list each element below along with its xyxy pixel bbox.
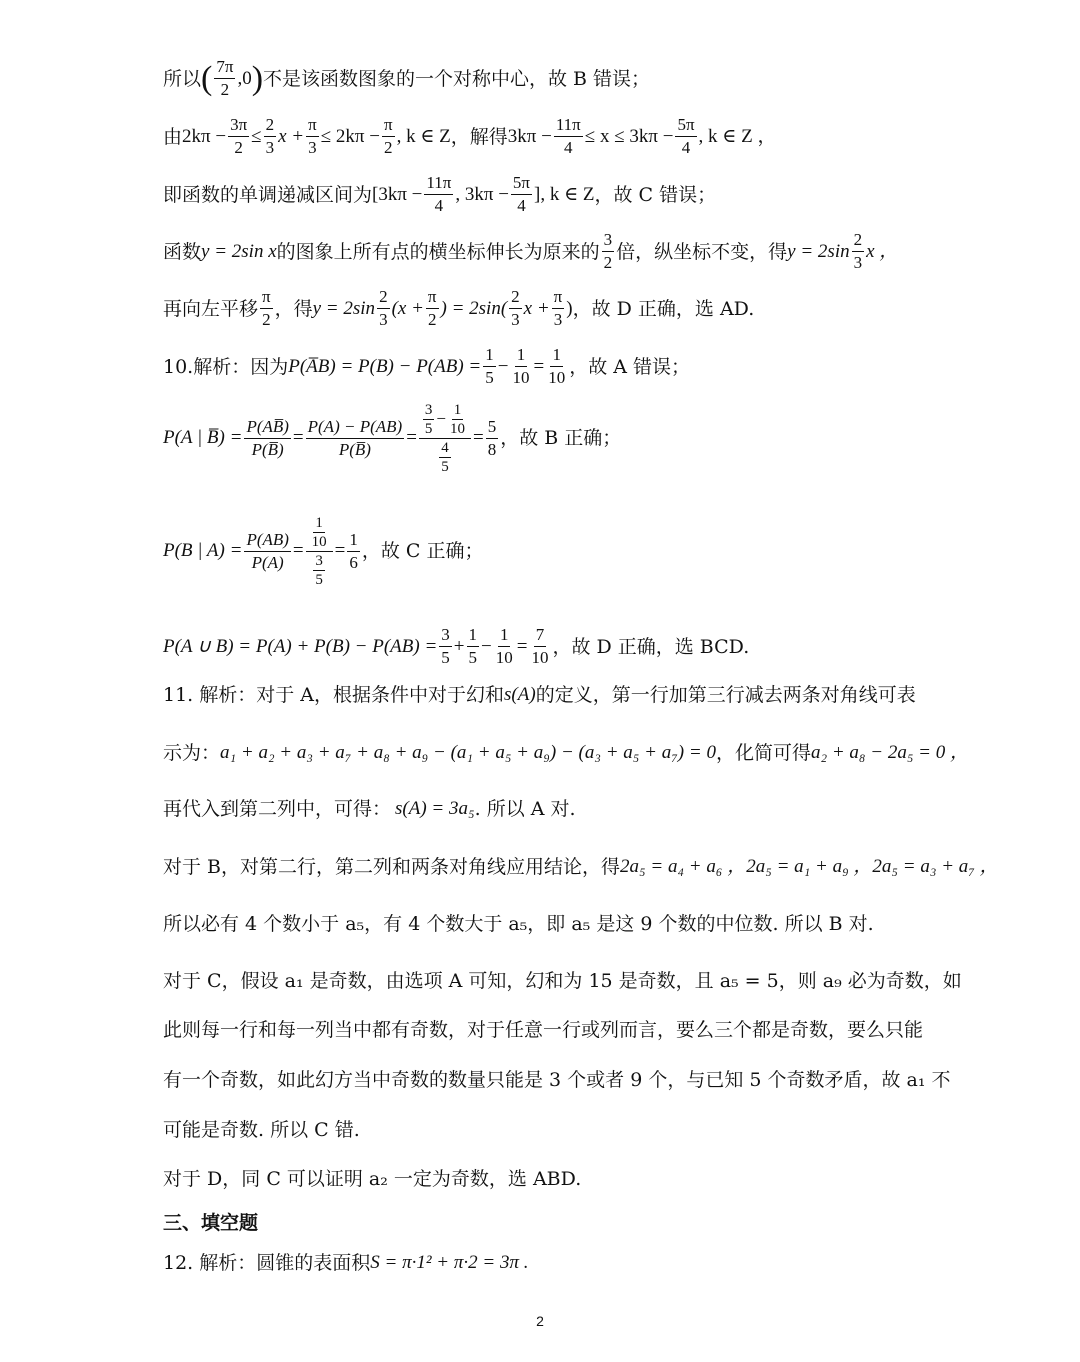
text: 对于 D，同 C 可以证明 a₂ 一定为奇数，选 ABD. (163, 1168, 582, 1190)
math: = (334, 540, 346, 561)
text-line (163, 853, 999, 881)
fraction: $\frac{\pi}{2}$ (383, 115, 393, 157)
text-line (163, 1016, 930, 1044)
math: = (292, 427, 304, 448)
math: (x + (391, 297, 424, 319)
math: , k ∈ Z (396, 125, 451, 147)
text-line (163, 114, 930, 159)
fraction: $\frac{7}{10}$ (531, 625, 549, 667)
fraction: $\frac{P(A) - P(AB)}{P(B̅)}$ (307, 416, 403, 459)
fraction: $\frac{1}{6}$ (349, 529, 358, 572)
math: P(A | B̅) = (163, 427, 243, 448)
paren-open: ( (201, 59, 213, 97)
math: ) (566, 297, 573, 319)
math: = (292, 540, 304, 561)
math: − (481, 635, 492, 657)
math: ≤ 2kπ − (320, 125, 380, 147)
math: = (406, 427, 417, 448)
text-line (163, 286, 930, 331)
text: ，故 C 正确； (361, 540, 484, 562)
math: P(A̅B) = P(B) − P(AB) = (288, 355, 482, 377)
math: s(A) (504, 684, 536, 705)
text-line (163, 1116, 930, 1144)
fraction: $\frac{1}{10}$ (495, 625, 513, 667)
text-line (163, 514, 930, 588)
text: 再代入到第二列中，可得： (163, 798, 392, 820)
text: ，故 D 正确，选 BCD. (552, 635, 750, 658)
text: . 所以 A 对. (474, 798, 576, 820)
fraction: $\frac{5}{8}$ (487, 416, 497, 459)
text-line (163, 681, 930, 709)
math: 3kπ − (507, 125, 552, 147)
math: ,0 (237, 67, 252, 89)
math: [3kπ − (372, 183, 423, 205)
text: 对于 C，假设 a₁ 是奇数，由选项 A 可知，幻和为 15 是奇数，且 a₅ = 5，则 a₉ 必为奇数，如 (163, 970, 962, 992)
math: a₁ + a₂ + a₃ + a₇ + a₈ + a₉ − (a₁ + a₅ + a₉) − (a₃ + a₅ + a₇) = 0 (220, 742, 716, 763)
page-number: 2 (536, 1313, 544, 1329)
text-line (163, 739, 969, 767)
math: ≤ x ≤ 3kπ − (584, 125, 674, 147)
math: = (473, 427, 484, 448)
fraction: $\frac{1}{5}$ (485, 345, 494, 387)
text-line (163, 624, 930, 669)
fraction: $\frac{\pi}{3}$ (553, 287, 563, 329)
math: , k ∈ Z ， (698, 125, 777, 147)
fraction: $\frac{P(AB)}{P(A)}$ (246, 529, 289, 572)
math: a₂ + a₈ − 2a₅ = 0 ， (810, 742, 969, 763)
math: + (453, 635, 465, 657)
text-line (163, 172, 930, 217)
fraction: $\frac{2}{3}$ (511, 287, 520, 329)
math: x + (523, 297, 550, 319)
math: 2kπ − (182, 125, 227, 147)
fraction: $\frac{2}{3}$ (265, 115, 275, 157)
math: ≤ (251, 125, 262, 147)
paren-close: ) (251, 59, 264, 97)
text-line (163, 344, 930, 389)
fraction: $\frac{1}{5}$ (468, 625, 477, 667)
fraction: $\frac{3}{2}$ (603, 230, 613, 272)
math: y = 2sin (312, 297, 376, 319)
text: 倍，纵坐标不变，得 (616, 240, 788, 263)
math: − (497, 355, 509, 377)
math: P(A ∪ B) = P(A) + P(B) − P(AB) = (163, 635, 438, 657)
math: ) = 2sin( (440, 297, 508, 319)
complex-fraction: $\frac{\frac{1}{10}}{\frac{3}{5}}$ (306, 514, 333, 589)
fraction: $\frac{\pi}{2}$ (262, 287, 271, 329)
fraction: $\frac{11\pi}{4}$ (555, 115, 581, 157)
text: 函数 (163, 240, 202, 263)
text: 所以 (163, 67, 202, 90)
math: y = 2sin (787, 240, 850, 262)
text: 即函数的单调递减区间为 (163, 183, 373, 206)
fraction: $\frac{\pi}{2}$ (427, 287, 437, 329)
fraction: $\frac{\pi}{3}$ (308, 115, 317, 157)
text-line (163, 1066, 951, 1094)
text-line (163, 910, 930, 938)
fraction: $\frac{3}{5}$ (441, 625, 450, 667)
text: 有一个奇数，如此幻方当中奇数的数量只能是 3 个或者 9 个，与已知 5 个奇数矛盾，故 a₁ 不 (163, 1069, 951, 1091)
fraction: $\frac{5\pi}{4}$ (512, 173, 531, 215)
fraction: $\frac{5\pi}{4}$ (677, 115, 695, 157)
text: ，解得 (450, 125, 508, 148)
text: 对于 B，对第二行，第二列和两条对角线应用结论，得 (163, 856, 621, 878)
text: ，化简可得 (715, 742, 811, 764)
text: 所以必有 4 个数小于 a₅，有 4 个数大于 a₅，即 a₅ 是这 9 个数的中位数. 所以 B 对. (163, 913, 874, 935)
math: s(A) = 3a₅ (395, 798, 475, 819)
text-line (163, 229, 930, 274)
text: 11. 解析：对于 A，根据条件中对于幻和 (163, 684, 505, 706)
math: x + (278, 125, 305, 147)
section-heading (163, 1209, 930, 1237)
math: P(B | A) = (163, 540, 243, 561)
text: 不是该函数图象的一个对称中心，故 B 错误； (263, 67, 651, 90)
text: 可能是奇数. 所以 C 错. (163, 1119, 360, 1141)
fraction: $\frac{3\pi}{2}$ (230, 115, 248, 157)
text: 再向左平移 (163, 297, 259, 320)
text: 的图象上所有点的横坐标伸长为原来的 (276, 240, 600, 263)
text-line (163, 795, 930, 823)
math: = (533, 355, 545, 377)
text-line (163, 967, 962, 995)
text-line (163, 1249, 930, 1277)
text-line (163, 1165, 930, 1193)
fraction: $\frac{1}{10}$ (548, 345, 566, 387)
fraction: $\frac{7\pi}{2}$ (216, 57, 234, 99)
text: 此则每一行和每一列当中都有奇数，对于任意一行或列而言，要么三个都是奇数，要么只能 (163, 1019, 924, 1041)
math: = (516, 635, 528, 657)
complex-fraction: $\frac{3}{5}$ − $\frac{1}{10}$ $\frac{4}{5}$ (419, 401, 471, 476)
fraction: $\frac{P(AB̅)}{P(B̅)}$ (246, 416, 289, 459)
math: S = π·1² + π·2 = 3π . (370, 1252, 529, 1273)
fraction: $\frac{1}{10}$ (512, 345, 530, 387)
text: ，得 (274, 297, 313, 320)
math: y = 2sin x (201, 240, 277, 262)
text: 由 (163, 125, 183, 148)
heading-text: 三、填空题 (163, 1212, 259, 1234)
text: ，故 D 正确，选 AD. (572, 297, 755, 320)
fraction: $\frac{2}{3}$ (853, 230, 863, 272)
math: x ， (866, 240, 899, 262)
text: 示为： (163, 742, 221, 764)
fraction: $\frac{11\pi}{4}$ (426, 173, 452, 215)
math: 2a₅ = a₄ + a₆ ，2a₅ = a₁ + a₉ ，2a₅ = a₃ + a₇ ， (620, 856, 999, 877)
text: 10.解析：因为 (163, 355, 289, 378)
text-line (163, 401, 930, 475)
text: ，故 A 错误； (569, 355, 690, 378)
math: ], k ∈ Z (534, 183, 595, 205)
text: ，故 B 正确； (500, 427, 622, 449)
text: 的定义，第一行加第三行减去两条对角线可表 (535, 684, 916, 706)
math: , 3kπ − (455, 183, 509, 205)
text-line (163, 56, 930, 101)
fraction: $\frac{2}{3}$ (379, 287, 388, 329)
text: 12. 解析：圆锥的表面积 (163, 1252, 371, 1274)
text: ，故 C 错误； (594, 183, 717, 206)
